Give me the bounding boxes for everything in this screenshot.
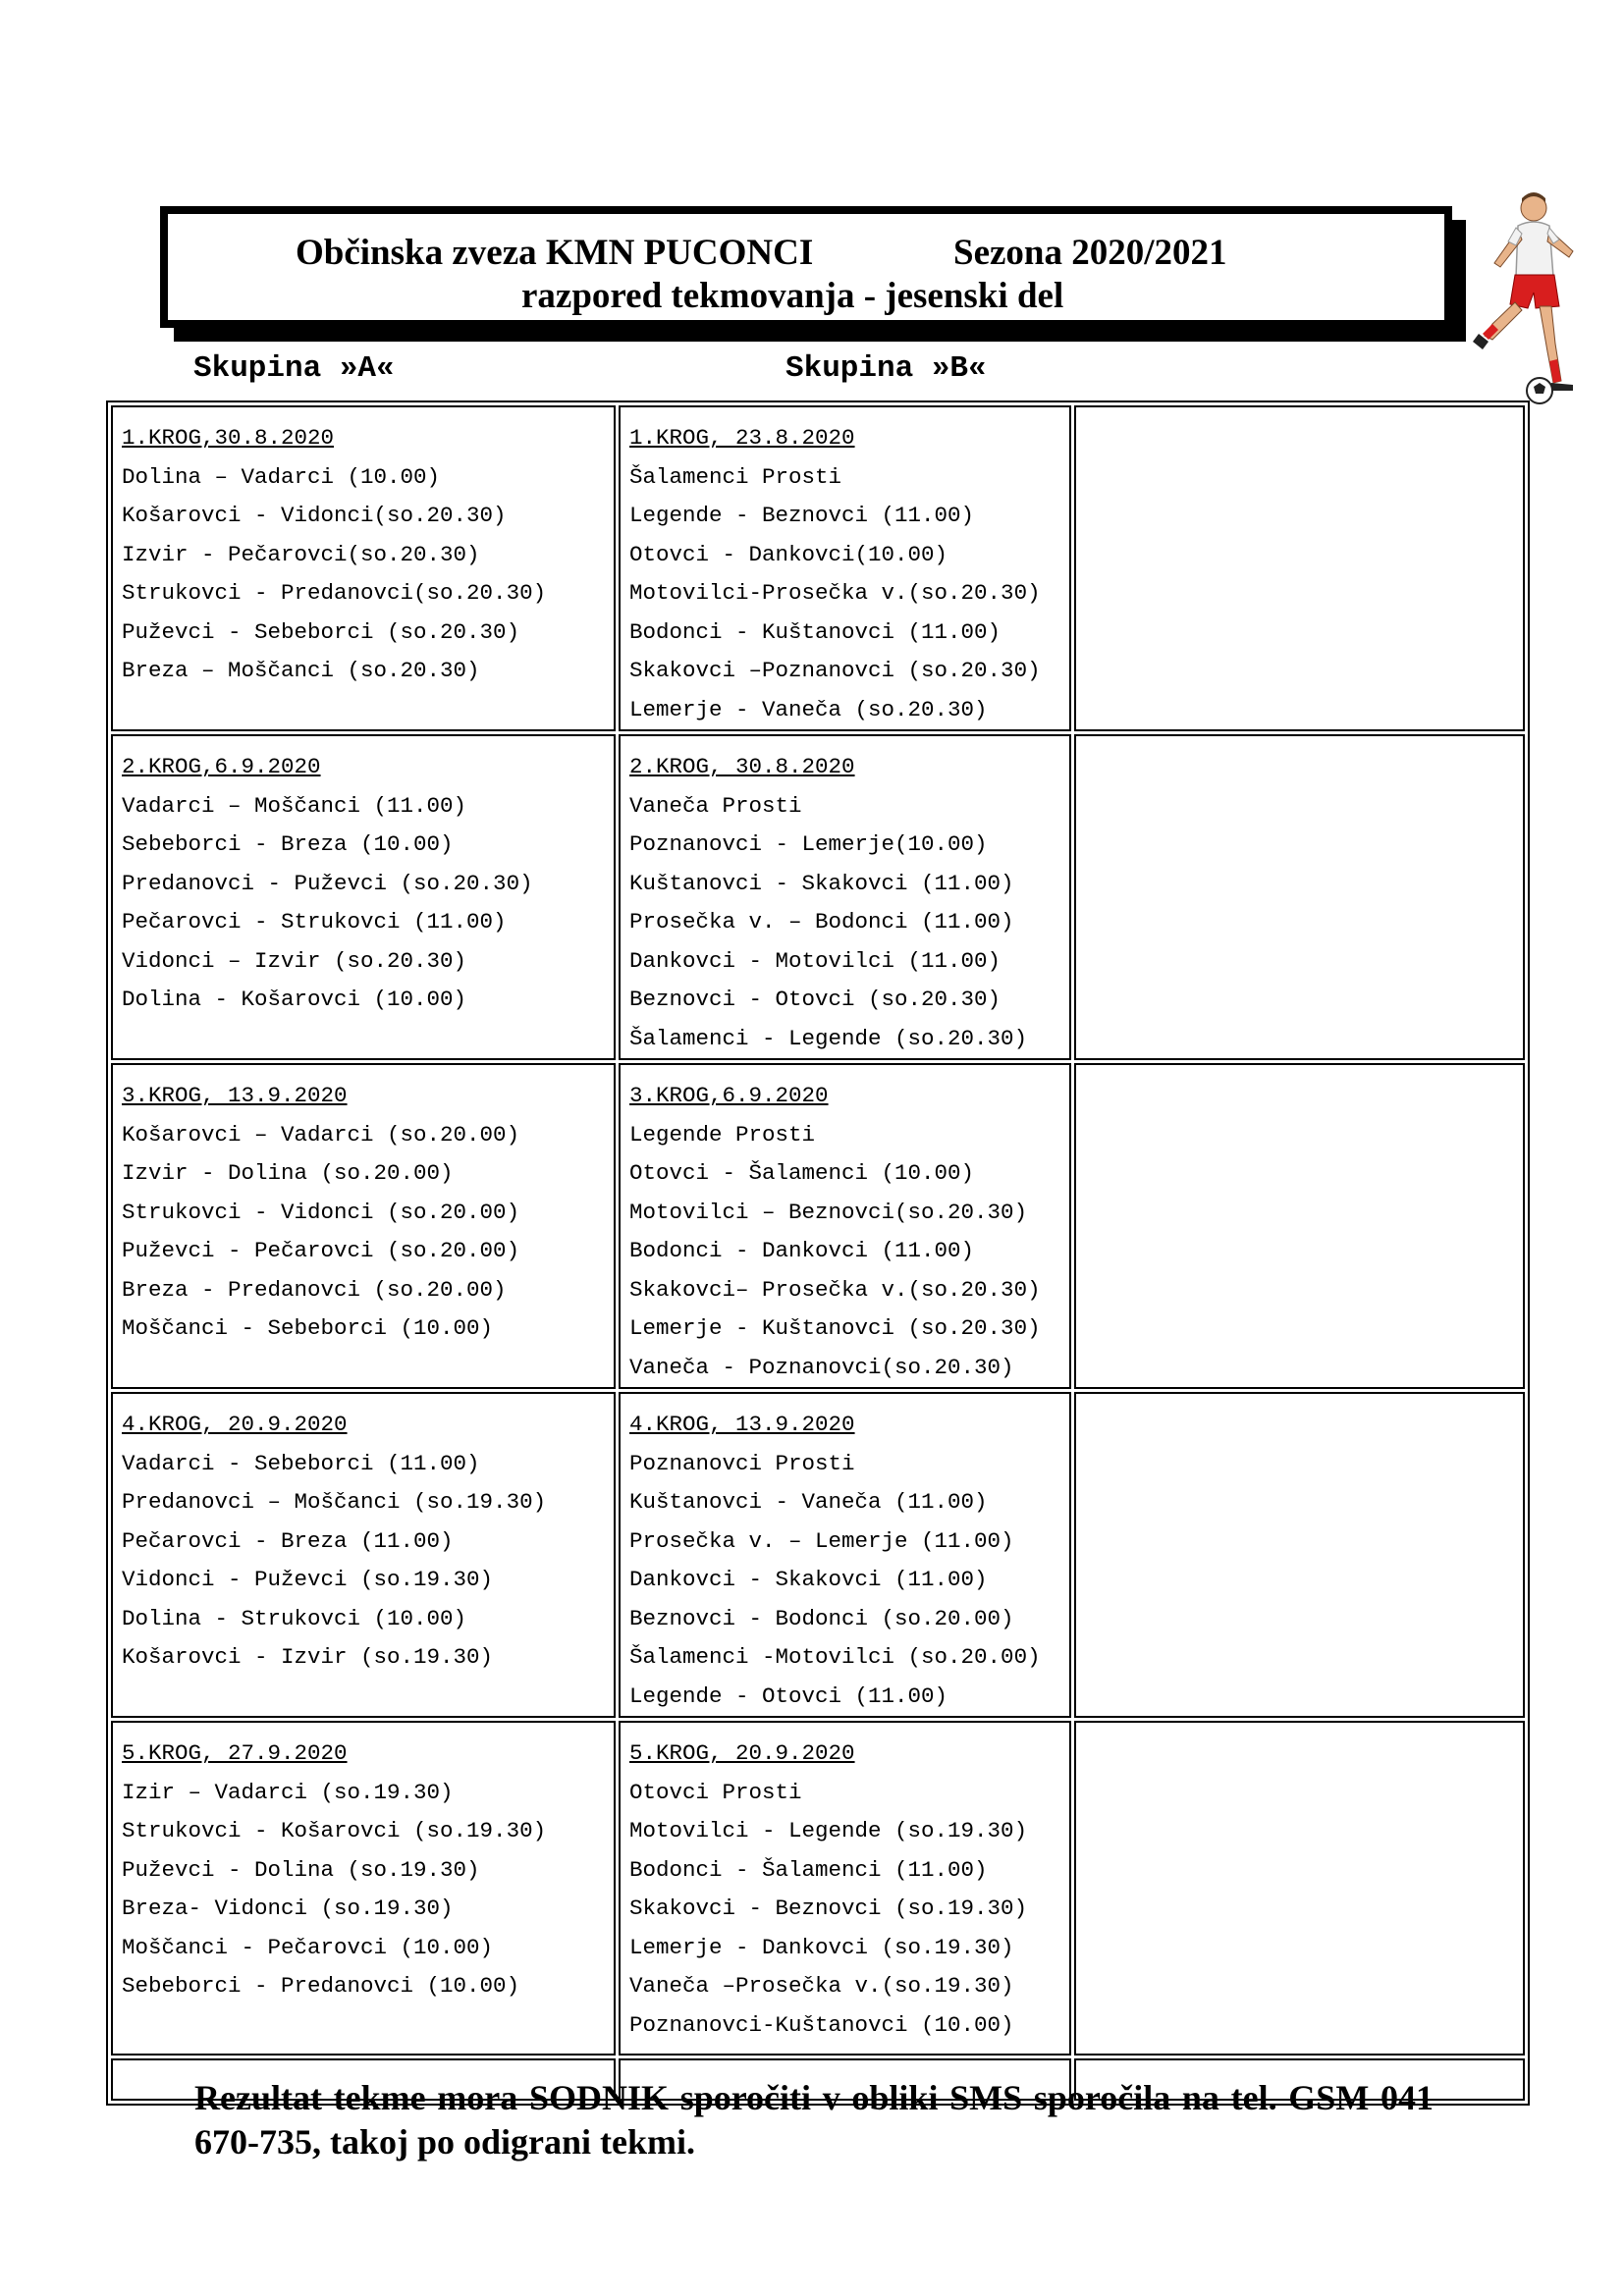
match-item: Beznovci - Bodonci (so.20.00) — [629, 1605, 1014, 1631]
match-item: Otovci Prosti — [629, 1779, 802, 1805]
round-title: 3.KROG,6.9.2020 — [629, 1083, 829, 1108]
match-item: Legende - Otovci (11.00) — [629, 1682, 948, 1709]
match-item: Prosečka v. – Lemerje (11.00) — [629, 1527, 1014, 1554]
match-item: Motovilci-Prosečka v.(so.20.30) — [629, 580, 1041, 606]
empty-cell — [1074, 1721, 1525, 2056]
match-item: Poznanovci-Kuštanovci (10.00) — [629, 2011, 1014, 2038]
round-cell-a — [111, 1721, 616, 2056]
match-item: Legende - Beznovci (11.00) — [629, 503, 975, 528]
match-item: Strukovci - Vidonci (so.20.00) — [122, 1199, 520, 1225]
empty-cell — [1074, 405, 1525, 731]
match-item: Skakovci - Beznovci (so.19.30) — [629, 1896, 1028, 1921]
match-item: Strukovci - Košarovci (so.19.30) — [122, 1818, 547, 1843]
match-item: Skakovci –Poznanovci (so.20.30) — [629, 658, 1041, 683]
round-cell-b — [619, 405, 1071, 731]
match-item: Otovci - Šalamenci (10.00) — [629, 1160, 975, 1186]
round-cell-b — [619, 1392, 1071, 1718]
season-title: Sezona 2020/2021 — [953, 233, 1227, 273]
round-title: 5.KROG, 20.9.2020 — [629, 1740, 855, 1766]
match-item: Košarovci - Vidonci(so.20.30) — [122, 503, 507, 528]
match-item: Kuštanovci - Skakovci (11.00) — [629, 870, 1014, 896]
match-item: Strukovci - Predanovci(so.20.30) — [122, 580, 547, 606]
match-item: Izir – Vadarci (so.19.30) — [122, 1779, 454, 1805]
match-item: Moščanci - Sebeborci (10.00) — [122, 1315, 494, 1341]
match-item: Dolina - Košarovci (10.00) — [122, 987, 467, 1012]
match-item: Vaneča Prosti — [629, 792, 802, 819]
match-item: Pečarovci - Strukovci (11.00) — [122, 909, 507, 934]
match-item: Kuštanovci - Vaneča (11.00) — [629, 1489, 988, 1515]
round-cell-a — [111, 1063, 616, 1389]
match-item: Otovci - Dankovci(10.00) — [629, 541, 948, 567]
match-item: Puževci - Dolina (so.19.30) — [122, 1856, 480, 1883]
round-title: 4.KROG, 13.9.2020 — [629, 1412, 855, 1437]
schedule-body — [111, 405, 1525, 2101]
round-cell-a — [111, 734, 616, 1060]
match-item: Motovilci – Beznovci(so.20.30) — [629, 1199, 1028, 1225]
match-item: Vidonci – Izvir (so.20.30) — [122, 947, 467, 974]
match-item: Bodonci - Dankovci (11.00) — [629, 1238, 975, 1263]
footer-note: Rezultat tekme mora SODNIK sporočiti v obliki SMS sporočila na tel. GSM 041 670-735, takoj po odigrani tekmi. — [194, 2078, 1434, 2162]
match-item: Košarovci - Izvir (so.19.30) — [122, 1644, 494, 1670]
empty-cell — [1074, 1063, 1525, 1389]
match-item: Dankovci - Motovilci (11.00) — [629, 947, 1001, 974]
round-cell-b — [619, 734, 1071, 1060]
match-item: Vadarci - Sebeborci (11.00) — [122, 1450, 480, 1476]
round-row — [111, 1063, 1525, 1389]
round-cell-a — [111, 1392, 616, 1718]
soccer-player-icon — [1471, 187, 1598, 412]
match-item: Legende Prosti — [629, 1121, 816, 1148]
empty-cell — [1074, 1392, 1525, 1718]
match-item: Sebeborci - Predanovci (10.00) — [122, 1973, 520, 1999]
match-item: Pečarovci - Breza (11.00) — [122, 1527, 454, 1554]
match-item: Breza- Vidonci (so.19.30) — [122, 1896, 454, 1921]
empty-cell — [1074, 734, 1525, 1060]
match-item: Beznovci - Otovci (so.20.30) — [629, 987, 1001, 1012]
round-title: 2.KROG, 30.8.2020 — [629, 754, 855, 779]
match-item: Prosečka v. – Bodonci (11.00) — [629, 909, 1014, 934]
round-title: 2.KROG,6.9.2020 — [122, 754, 321, 779]
round-row — [111, 405, 1525, 731]
schedule-subtitle: razpored tekmovanja - jesenski del — [521, 276, 1064, 316]
round-row — [111, 734, 1525, 1060]
round-title: 4.KROG, 20.9.2020 — [122, 1412, 348, 1437]
match-item: Vidonci - Puževci (so.19.30) — [122, 1567, 494, 1592]
match-item: Vadarci – Moščanci (11.00) — [122, 792, 467, 819]
match-item: Puževci - Pečarovci (so.20.00) — [122, 1238, 520, 1263]
group-a-label: Skupina »A« — [193, 351, 395, 386]
match-item: Bodonci - Kuštanovci (11.00) — [629, 618, 1001, 645]
schedule-table — [106, 400, 1530, 2106]
round-title: 3.KROG, 13.9.2020 — [122, 1083, 348, 1108]
match-item: Izvir - Pečarovci(so.20.30) — [122, 541, 480, 567]
match-item: Dolina - Strukovci (10.00) — [122, 1605, 467, 1631]
match-item: Šalamenci - Legende (so.20.30) — [629, 1025, 1028, 1051]
match-item: Predanovci - Puževci (so.20.30) — [122, 870, 533, 896]
round-cell-b — [619, 1721, 1071, 2056]
round-title: 5.KROG, 27.9.2020 — [122, 1740, 348, 1766]
round-row — [111, 1721, 1525, 2056]
match-item: Predanovci – Moščanci (so.19.30) — [122, 1489, 547, 1515]
match-item: Bodonci - Šalamenci (11.00) — [629, 1856, 988, 1883]
match-item: Lemerje - Vaneča (so.20.30) — [629, 696, 988, 722]
match-item: Moščanci - Pečarovci (10.00) — [122, 1934, 494, 1960]
match-item: Šalamenci Prosti — [629, 463, 842, 490]
match-item: Izvir - Dolina (so.20.00) — [122, 1160, 454, 1186]
match-item: Dankovci - Skakovci (11.00) — [629, 1567, 988, 1592]
match-item: Puževci - Sebeborci (so.20.30) — [122, 618, 520, 645]
round-cell-a — [111, 405, 616, 731]
header-box — [160, 206, 1452, 328]
match-item: Košarovci – Vadarci (so.20.00) — [122, 1121, 520, 1148]
match-item: Skakovci– Prosečka v.(so.20.30) — [629, 1276, 1041, 1303]
match-item: Motovilci - Legende (so.19.30) — [629, 1818, 1028, 1843]
round-title: 1.KROG, 23.8.2020 — [629, 425, 855, 451]
organization-title: Občinska zveza KMN PUCONCI — [296, 233, 814, 273]
match-item: Poznanovci - Lemerje(10.00) — [629, 831, 988, 857]
round-row — [111, 1392, 1525, 1718]
group-b-label: Skupina »B« — [785, 351, 987, 386]
match-item: Dolina – Vadarci (10.00) — [122, 463, 441, 490]
round-cell-b — [619, 1063, 1071, 1389]
match-item: Šalamenci -Motovilci (so.20.00) — [629, 1644, 1041, 1670]
match-item: Lemerje - Kuštanovci (so.20.30) — [629, 1315, 1041, 1341]
match-item: Poznanovci Prosti — [629, 1450, 855, 1476]
match-item: Lemerje - Dankovci (so.19.30) — [629, 1934, 1014, 1960]
match-item: Breza - Predanovci (so.20.00) — [122, 1276, 507, 1303]
match-item: Vaneča –Prosečka v.(so.19.30) — [629, 1973, 1014, 1999]
match-item: Sebeborci - Breza (10.00) — [122, 831, 454, 857]
round-title: 1.KROG,30.8.2020 — [122, 425, 335, 451]
match-item: Breza – Moščanci (so.20.30) — [122, 658, 480, 683]
match-item: Vaneča - Poznanovci(so.20.30) — [629, 1354, 1014, 1380]
